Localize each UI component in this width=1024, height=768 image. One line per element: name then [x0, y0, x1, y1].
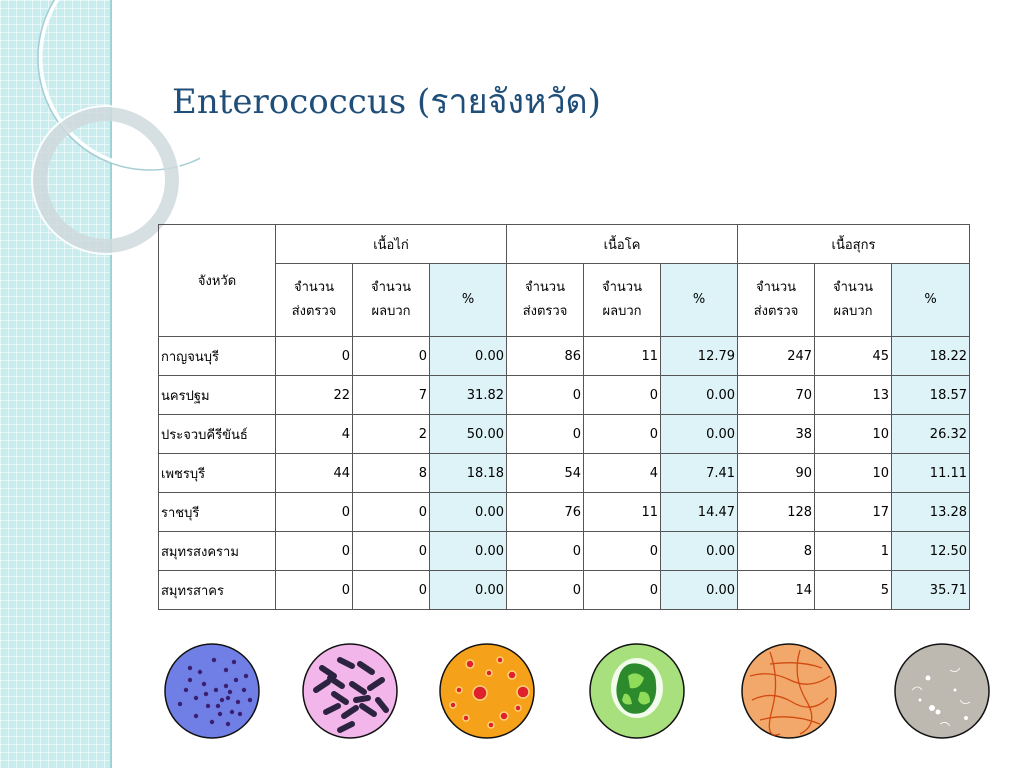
group-header-pork: เนื้อสุกร — [738, 225, 970, 264]
positive-cell: 17 — [815, 493, 892, 532]
percent-cell: 7.41 — [661, 454, 738, 493]
percent-cell: 35.71 — [892, 571, 970, 610]
samples-cell: 0 — [507, 415, 584, 454]
samples-cell: 0 — [276, 532, 353, 571]
samples-cell: 54 — [507, 454, 584, 493]
percent-cell: 31.82 — [430, 376, 507, 415]
positive-cell: 4 — [584, 454, 661, 493]
positive-cell: 45 — [815, 337, 892, 376]
samples-cell: 4 — [276, 415, 353, 454]
positive-cell: 10 — [815, 415, 892, 454]
subheader-samples-line1: จำนวน — [756, 280, 797, 295]
group-header-chicken: เนื้อไก่ — [276, 225, 507, 264]
subheader-samples-line1: จำนวน — [525, 280, 565, 295]
province-cell: กาญจนบุรี — [159, 337, 276, 376]
samples-cell: 8 — [738, 532, 815, 571]
subheader-positive-line1: จำนวน — [833, 280, 874, 295]
samples-cell: 0 — [276, 493, 353, 532]
percent-cell: 13.28 — [892, 493, 970, 532]
positive-cell: 0 — [353, 571, 430, 610]
subheader-positive-line2: ผลบวก — [602, 304, 642, 319]
purple-cocci-plate-image — [165, 644, 259, 738]
subheader-samples-line2: ส่งตรวจ — [291, 304, 337, 319]
province-cell: ประจวบคีรีขันธ์ — [159, 415, 276, 454]
samples-cell: 22 — [276, 376, 353, 415]
subheader-percent: % — [892, 264, 970, 337]
orange-colonies-plate-image — [440, 644, 534, 738]
percent-cell: 26.32 — [892, 415, 970, 454]
group-header-beef: เนื้อโค — [507, 225, 738, 264]
province-cell: นครปฐม — [159, 376, 276, 415]
subheader-samples-line2: ส่งตรวจ — [522, 304, 568, 319]
percent-cell: 0.00 — [661, 415, 738, 454]
positive-cell: 0 — [584, 415, 661, 454]
orange-filaments-plate-image — [742, 644, 836, 738]
percent-cell: 14.47 — [661, 493, 738, 532]
province-cell: สมุทรสงคราม — [159, 532, 276, 571]
positive-cell: 0 — [353, 337, 430, 376]
positive-cell: 5 — [815, 571, 892, 610]
percent-cell: 0.00 — [430, 493, 507, 532]
samples-cell: 0 — [276, 337, 353, 376]
green-cell-plate-image — [590, 644, 684, 738]
positive-cell: 8 — [353, 454, 430, 493]
samples-cell: 0 — [276, 571, 353, 610]
positive-cell: 0 — [584, 571, 661, 610]
positive-cell: 10 — [815, 454, 892, 493]
samples-cell: 0 — [507, 376, 584, 415]
samples-cell: 86 — [507, 337, 584, 376]
province-cell: ราชบุรี — [159, 493, 276, 532]
samples-cell: 70 — [738, 376, 815, 415]
subheader-percent: % — [661, 264, 738, 337]
samples-cell: 38 — [738, 415, 815, 454]
subheader-percent: % — [430, 264, 507, 337]
province-cell: เพชรบุรี — [159, 454, 276, 493]
grey-specks-plate-image — [895, 644, 989, 738]
percent-cell: 0.00 — [430, 337, 507, 376]
percent-cell: 18.22 — [892, 337, 970, 376]
percent-cell: 12.50 — [892, 532, 970, 571]
positive-cell: 0 — [353, 532, 430, 571]
samples-cell: 0 — [507, 532, 584, 571]
samples-cell: 0 — [507, 571, 584, 610]
samples-cell: 128 — [738, 493, 815, 532]
positive-cell: 1 — [815, 532, 892, 571]
percent-cell: 12.79 — [661, 337, 738, 376]
subheader-positive-line2: ผลบวก — [833, 304, 873, 319]
percent-cell: 18.18 — [430, 454, 507, 493]
positive-cell: 7 — [353, 376, 430, 415]
positive-cell: 11 — [584, 493, 661, 532]
percent-cell: 0.00 — [661, 532, 738, 571]
positive-cell: 11 — [584, 337, 661, 376]
positive-cell: 0 — [584, 532, 661, 571]
samples-cell: 76 — [507, 493, 584, 532]
positive-cell: 2 — [353, 415, 430, 454]
slide-title: Enterococcus (รายจังหวัด) — [172, 82, 601, 122]
percent-cell: 18.57 — [892, 376, 970, 415]
province-cell: สมุทรสาคร — [159, 571, 276, 610]
positive-cell: 0 — [353, 493, 430, 532]
subheader-positive-line2: ผลบวก — [371, 304, 411, 319]
samples-cell: 14 — [738, 571, 815, 610]
subheader-positive-line1: จำนวน — [602, 280, 642, 295]
percent-cell: 0.00 — [661, 571, 738, 610]
percent-cell: 0.00 — [430, 571, 507, 610]
percent-cell: 0.00 — [661, 376, 738, 415]
province-column-header: จังหวัด — [159, 225, 276, 337]
percent-cell: 50.00 — [430, 415, 507, 454]
subheader-positive-line1: จำนวน — [371, 280, 411, 295]
samples-cell: 44 — [276, 454, 353, 493]
samples-cell: 90 — [738, 454, 815, 493]
samples-cell: 247 — [738, 337, 815, 376]
pink-rods-plate-image — [303, 644, 397, 738]
percent-cell: 11.11 — [892, 454, 970, 493]
subheader-samples-line1: จำนวน — [294, 280, 334, 295]
positive-cell: 0 — [584, 376, 661, 415]
positive-cell: 13 — [815, 376, 892, 415]
percent-cell: 0.00 — [430, 532, 507, 571]
subheader-samples-line2: ส่งตรวจ — [753, 304, 799, 319]
